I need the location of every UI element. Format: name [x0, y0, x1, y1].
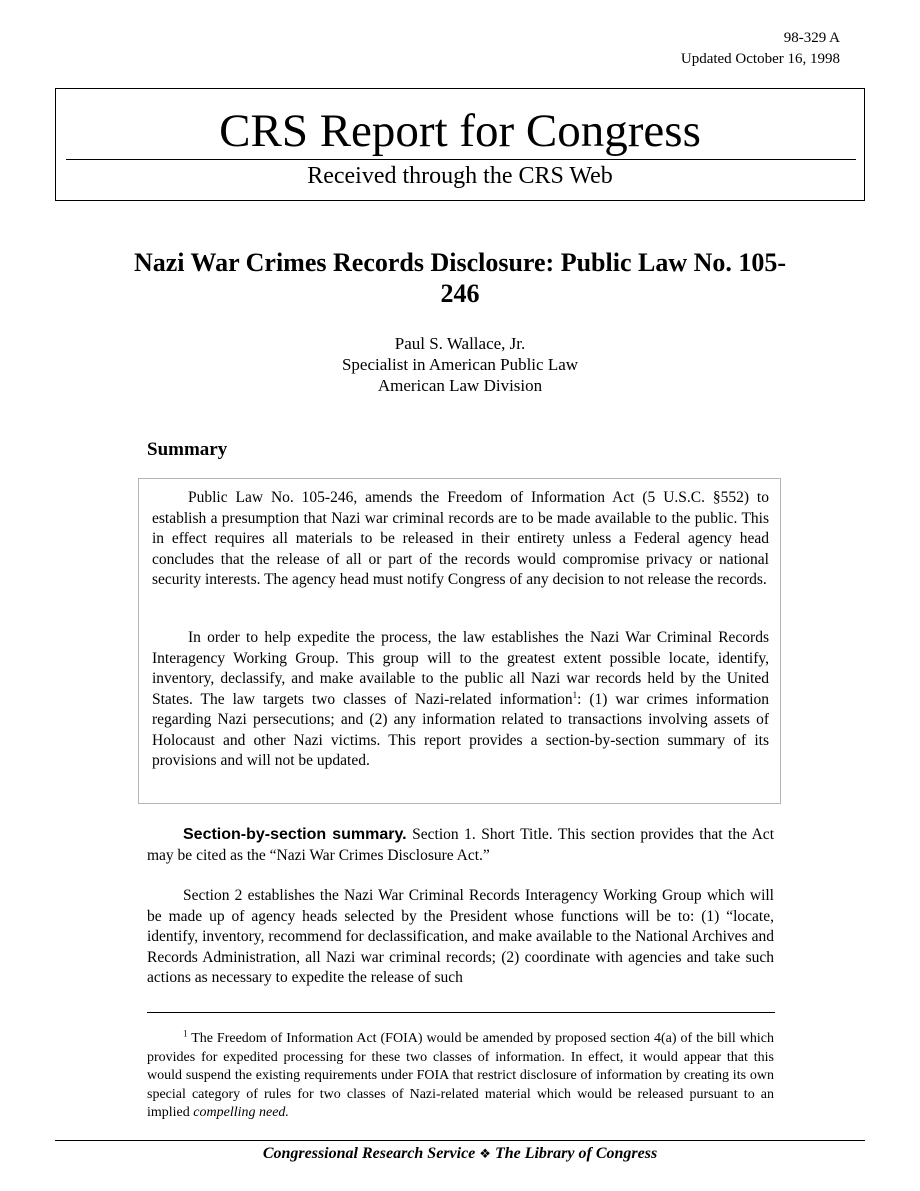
section-summary-heading: Section-by-section summary.: [183, 826, 407, 843]
report-meta: [681, 28, 840, 70]
footer-divider: [55, 1140, 865, 1141]
masthead-rule: [66, 159, 856, 160]
report-number: 98-329 A: [783, 30, 840, 46]
updated-date: Updated October 16, 1998: [680, 51, 840, 67]
document-title: Nazi War Crimes Records Disclosure: Public Law No. 105-246: [133, 248, 787, 308]
author-title: Specialist in American Public Law: [341, 355, 579, 374]
section-summary-paragraph: [147, 825, 774, 866]
page-footer: [0, 1144, 920, 1165]
footer-library: The Library of Congress: [494, 1145, 658, 1162]
summary-paragraph-1: Public Law No. 105-246, amends the Freedom of Information Act (5 U.S.C. §552) to establish a presumption that Nazi war criminal records are to be made available to the public. This in effect requires all materials to be released in their entirety unless a Federal agency head concludes that the release of all or part of the records would compromise privacy or national security interests. The agency head must notify Congress of any decision to not release the records.: [152, 489, 769, 588]
division-name: American Law Division: [377, 376, 543, 395]
author-block: [0, 333, 920, 396]
footer-organization: Congressional Research Service: [262, 1145, 476, 1162]
footnote-emphasis: compelling need.: [193, 1105, 289, 1120]
footnote-text: The Freedom of Information Act (FOIA) would be amended by proposed section 4(a) of the bill which provides for expedited processing for these two classes of information. In effect, it would appear that this would suspend the existing requirements under FOIA that restrict disclosure of information by creating its own special category of rules for two classes of Nazi-related material which would be released pursuant to an implied: [147, 1031, 774, 1120]
summary-box: [138, 478, 781, 804]
footnote-reference[interactable]: 1: [572, 689, 578, 700]
summary-paragraph-2: [152, 628, 769, 772]
masthead: [55, 88, 865, 201]
footnote-marker: 1: [183, 1028, 188, 1039]
summary-heading: Summary: [147, 439, 228, 460]
footnote-divider: [147, 1012, 775, 1013]
masthead-title: CRS Report for Congress: [219, 105, 701, 157]
section-2-paragraph: Section 2 establishes the Nazi War Criminal Records Interagency Working Group which will be made up of agency heads selected by the President whose functions will be to: (1) “locate, identify, inventory, recommend for declassification, and make available to the National Archives and Records Administration, all Nazi war criminal records; (2) coordinate with agencies and take such actions as necessary to expedite the release of such: [147, 887, 774, 986]
author-name: Paul S. Wallace, Jr.: [394, 334, 526, 353]
masthead-subtitle: Received through the CRS Web: [307, 163, 613, 189]
summary-paragraph-2-continuation: : (1) war crimes information regarding Nazi persecutions; and (2) any information related to transactions involving assets of Holocaust and other Nazi victims. This report provides a section-by-section summary of its provisions and will not be updated.: [152, 690, 769, 769]
four-diamonds-icon: ❖: [479, 1147, 491, 1162]
summary-paragraph-2-text: In order to help expedite the process, the law establishes the Nazi War Criminal Records Interagency Working Group. This group will to the greatest extent possible locate, identify, inventory, declassify, and make available to the public all Nazi war records held by the United States. The law targets two classes of Nazi-related information: [152, 629, 769, 708]
section-summary-text: Section 1. Short Title. This section provides that the Act may be cited as the “Nazi War Crimes Disclosure Act.”: [147, 826, 774, 864]
footnote: [147, 1030, 774, 1123]
